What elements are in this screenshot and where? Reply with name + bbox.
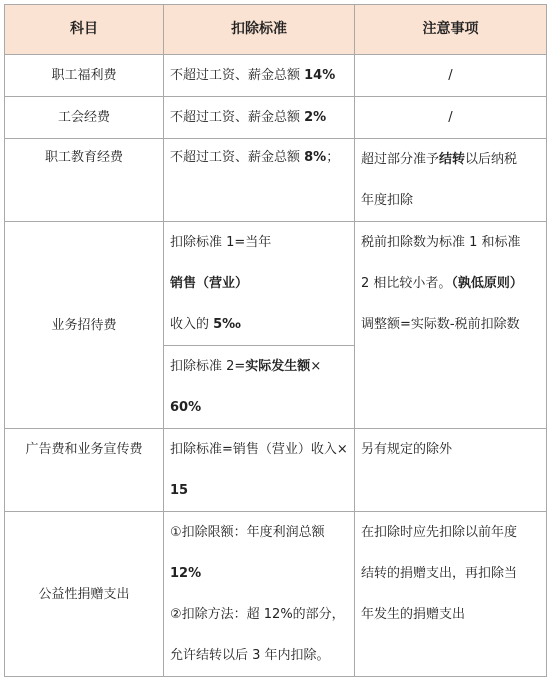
note-cell: / (355, 97, 547, 139)
subject-cell: 广告费和业务宣传费 (5, 429, 164, 512)
standard-cell-1: 扣除标准 1=当年销售（营业） 收入的 5‰ (164, 222, 355, 346)
standard-cell: 不超过工资、薪金总额 8%； (164, 139, 355, 222)
header-standard: 扣除标准 (164, 5, 355, 55)
subject-cell: 职工福利费 (5, 55, 164, 97)
subject-cell: 业务招待费 (5, 222, 164, 429)
standard-cell: 扣除标准=销售（营业）收入× 15 (164, 429, 355, 512)
note-cell: 超过部分准予结转以后纳税 年度扣除 (355, 139, 547, 222)
standard-cell-2: 扣除标准 2=实际发生额× 60% (164, 346, 355, 429)
subject-cell: 公益性捐赠支出 (5, 512, 164, 677)
standard-cell: 不超过工资、薪金总额 14% (164, 55, 355, 97)
deduction-table (4, 4, 547, 677)
table-row (5, 512, 547, 677)
note-cell: 在扣除时应先扣除以前年度 结转的捐赠支出，再扣除当 年发生的捐赠支出 (355, 512, 547, 677)
standard-cell: ①扣除限额：年度利润总额 12% ②扣除方法：超 12%的部分， 允许结转以后 3 年内扣除。 (164, 512, 355, 677)
subject-cell: 职工教育经费 (5, 139, 164, 222)
table-row (5, 429, 547, 512)
table-row (5, 222, 547, 346)
header-subject: 科目 (5, 5, 164, 55)
table-row (5, 55, 547, 97)
header-row (5, 5, 547, 55)
table-row (5, 139, 547, 222)
note-cell: / (355, 55, 547, 97)
subject-cell: 工会经费 (5, 97, 164, 139)
note-cell: 另有规定的除外 (355, 429, 547, 512)
standard-cell: 不超过工资、薪金总额 2% (164, 97, 355, 139)
table-row (5, 97, 547, 139)
note-cell: 税前扣除数为标准 1 和标准 2 相比较小者。（孰低原则） 调整额=实际数-税前扣除数 (355, 222, 547, 429)
header-notes: 注意事项 (355, 5, 547, 55)
deduction-table-container (4, 4, 546, 663)
